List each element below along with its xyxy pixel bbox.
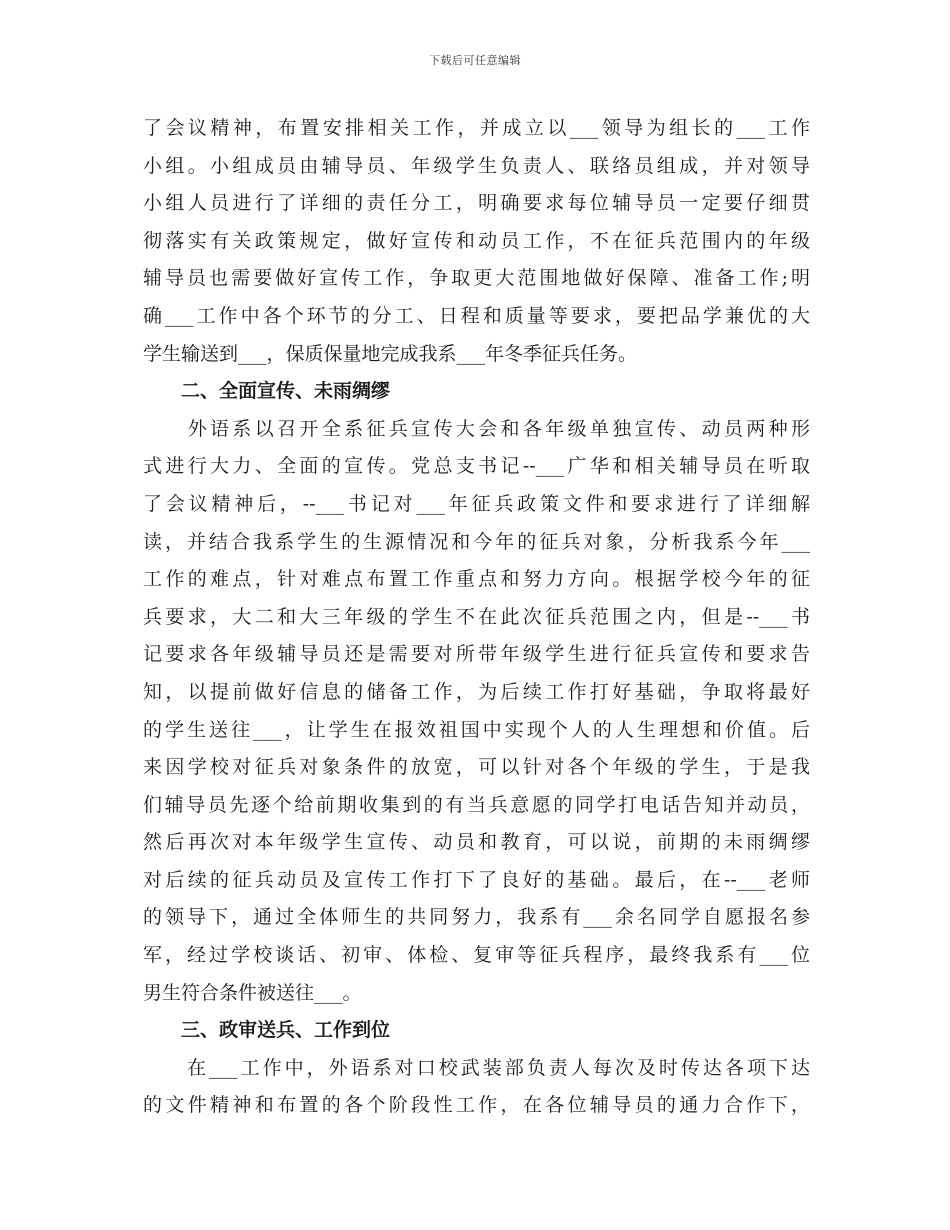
- text-line: 式进行大力、全面的宣传。党总支书记--___广华和相关辅导员在听取: [143, 455, 810, 478]
- text-line: 对后续的征兵动员及宣传工作打下了良好的基础。最后，在--___老师: [143, 868, 810, 891]
- text-line: 了会议精神，布置安排相关工作，并成立以___领导为组长的___工作: [143, 117, 810, 139]
- section-heading: 三、政审送兵、工作到位: [181, 1019, 391, 1042]
- page-header: 下载后可任意编辑: [429, 54, 521, 67]
- text-line: 工作的难点，针对难点布置工作重点和努力方向。根据学校今年的征: [143, 568, 810, 591]
- text-line: 读，并结合我系学生的生源情况和今年的征兵对象，分析我系今年___: [143, 530, 810, 553]
- text-line: 记要求各年级辅导员还是需要对所带年级学生进行征兵宣传和要求告: [143, 643, 810, 666]
- text-line: 的学生送往___，让学生在报效祖国中实现个人的人生理想和价值。后: [143, 718, 810, 741]
- text-line: 辅导员也需要做好宣传工作，争取更大范围地做好保障、准备工作;明: [143, 267, 810, 290]
- text-line: 来因学校对征兵对象条件的放宽，可以针对各个年级的学生，于是我: [143, 756, 810, 779]
- text-line: 男生符合条件被送往___。: [143, 981, 362, 1004]
- text-line: 知，以提前做好信息的储备工作，为后续工作打好基础，争取将最好: [143, 680, 810, 703]
- text-line: 军，经过学校谈话、初审、体检、复审等征兵程序，最终我系有___位: [143, 944, 810, 967]
- text-line: 小组人员进行了详细的责任分工，明确要求每位辅导员一定要仔细贯: [143, 192, 810, 215]
- text-line: 确___工作中各个环节的分工、日程和质量等要求，要把品学兼优的大: [143, 304, 810, 327]
- text-line: 彻落实有关政策规定，做好宣传和动员工作，不在征兵范围内的年级: [143, 229, 810, 252]
- document-body: [143, 110, 810, 1125]
- text-line: 兵要求，大二和大三年级的学生不在此次征兵范围之内，但是--___书: [143, 605, 810, 628]
- text-line: 的领导下，通过全体师生的共同努力，我系有___余名同学自愿报名参: [143, 906, 810, 929]
- text-line: 小组。小组成员由辅导员、年级学生负责人、联络员组成，并对领导: [143, 154, 810, 177]
- text-line: 在___工作中，外语系对口校武装部负责人每次及时传达各项下达: [143, 1056, 810, 1079]
- text-line: 学生输送到___，保质保量地完成我系___年冬季征兵任务。: [143, 342, 638, 365]
- text-line: 们辅导员先逐个给前期收集到的有当兵意愿的同学打电话告知并动员，: [143, 793, 810, 816]
- text-line: 了会议精神后，--___书记对___年征兵政策文件和要求进行了详细解: [143, 492, 810, 515]
- text-line: 外语系以召开全系征兵宣传大会和各年级单独宣传、动员两种形: [143, 417, 810, 440]
- text-line: 的文件精神和布置的各个阶段性工作，在各位辅导员的通力合作下，: [143, 1094, 810, 1117]
- section-heading: 二、全面宣传、未雨绸缪: [181, 380, 391, 403]
- text-line: 然后再次对本年级学生宣传、动员和教育，可以说，前期的未雨绸缪: [143, 831, 810, 854]
